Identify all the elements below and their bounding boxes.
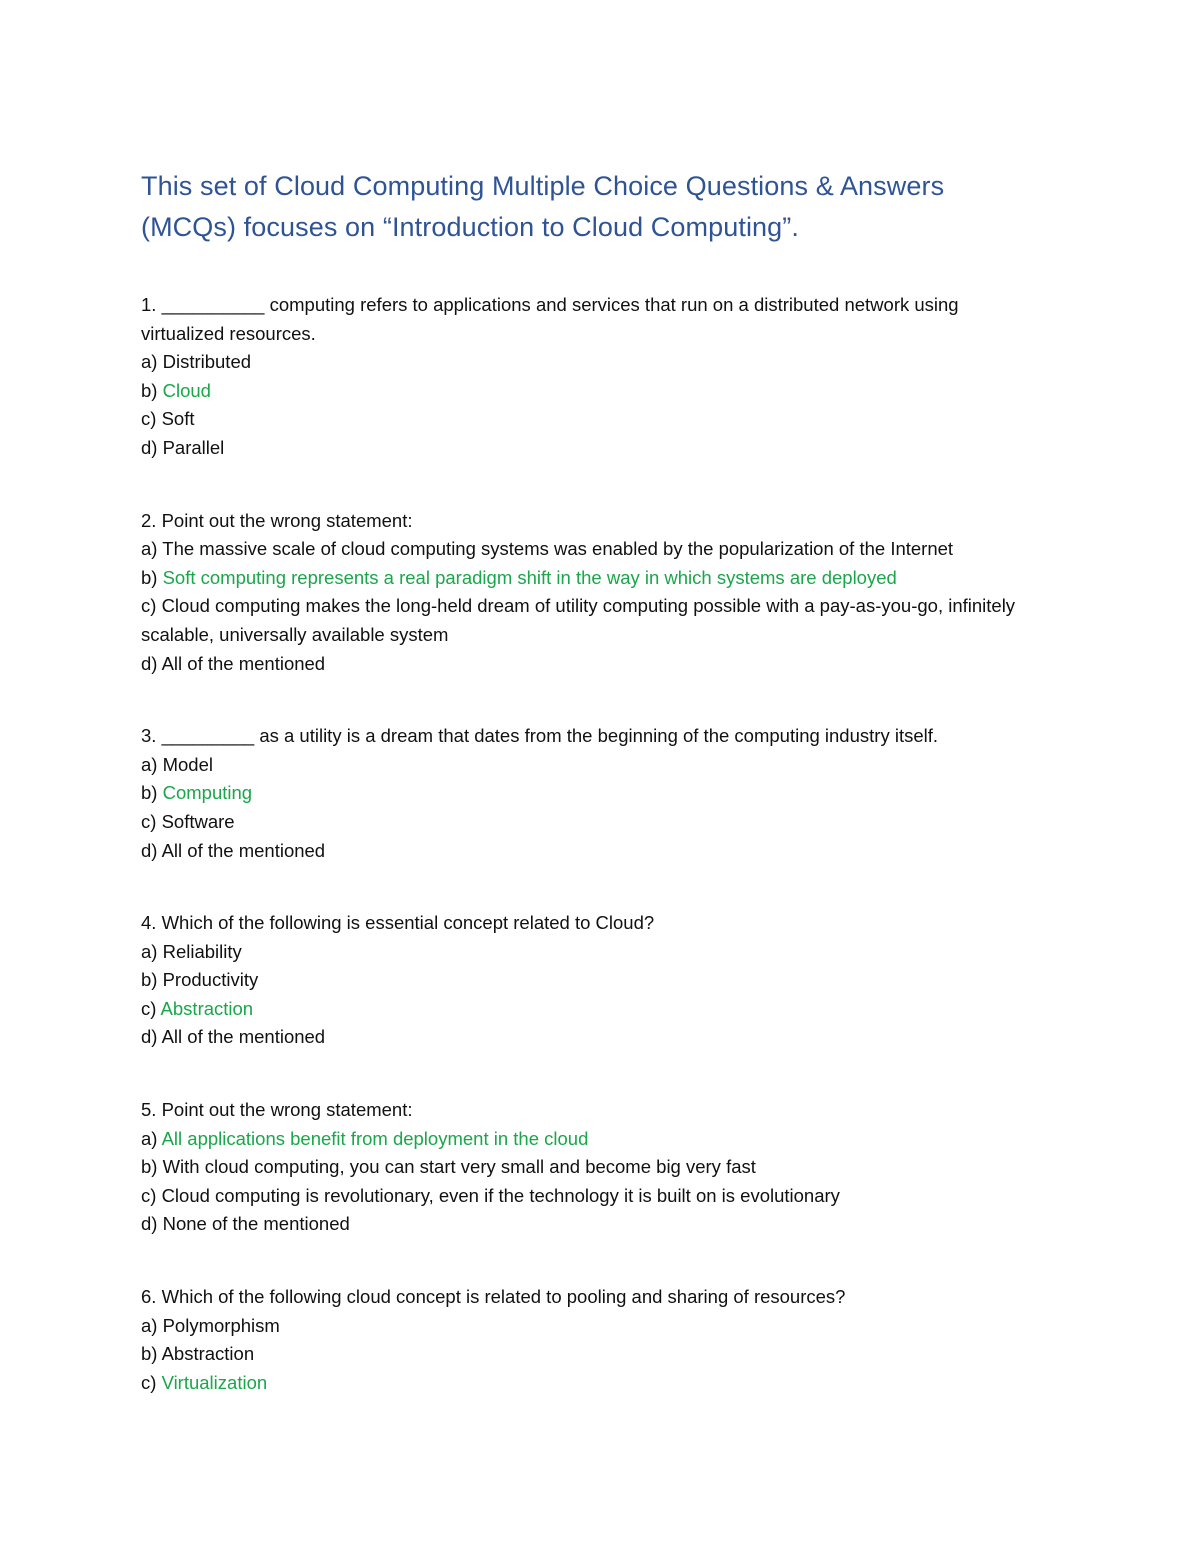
- option-letter: d): [141, 839, 158, 861]
- option-d: [141, 837, 1041, 866]
- question-prompt: Point out the wrong statement:: [161, 509, 413, 531]
- question-text: [141, 1283, 1041, 1312]
- question-number: 5.: [141, 1099, 157, 1121]
- option-letter: b): [141, 379, 158, 401]
- option-letter: c): [141, 408, 157, 430]
- question-5: [141, 1096, 1041, 1239]
- question-prompt: __________ computing refers to applications and services that run on a distributed network using virtualized resources.: [141, 294, 959, 344]
- question-4: [141, 909, 1041, 1052]
- question-number: 3.: [141, 725, 157, 747]
- option-c: [141, 405, 1041, 434]
- option-letter: b): [141, 1343, 158, 1365]
- question-2: [141, 507, 1041, 679]
- option-text: All of the mentioned: [161, 652, 326, 674]
- option-text: Abstraction: [161, 1343, 255, 1365]
- question-text: [141, 507, 1041, 536]
- option-text: Software: [161, 810, 235, 832]
- question-prompt: Which of the following cloud concept is related to pooling and sharing of resources?: [161, 1286, 846, 1308]
- option-letter: b): [141, 566, 158, 588]
- question-text: [141, 1096, 1041, 1125]
- correct-answer-text: All applications benefit from deployment in the cloud: [161, 1127, 589, 1149]
- option-a: [141, 348, 1041, 377]
- option-text: Model: [162, 753, 213, 775]
- option-a: [141, 1312, 1041, 1341]
- correct-answer-text: Virtualization: [161, 1371, 268, 1393]
- correct-answer-text: Soft computing represents a real paradigm shift in the way in which systems are deployed: [162, 566, 897, 588]
- question-prompt: Which of the following is essential concept related to Cloud?: [161, 912, 655, 934]
- question-list: [141, 291, 1041, 1441]
- question-1: [141, 291, 1041, 463]
- option-letter: a): [141, 753, 158, 775]
- option-text: Cloud computing makes the long-held dream of utility computing possible with a pay-as-you-go, infinitely scalable, universally available system: [141, 595, 1016, 645]
- option-text: The massive scale of cloud computing systems was enabled by the popularization of the Internet: [162, 538, 954, 560]
- question-number: 4.: [141, 912, 157, 934]
- option-d: [141, 650, 1041, 679]
- option-b: [141, 1153, 1041, 1182]
- question-3: [141, 722, 1041, 865]
- option-letter: b): [141, 969, 158, 991]
- option-d: [141, 1210, 1041, 1239]
- option-text: Parallel: [162, 436, 225, 458]
- question-prompt: _________ as a utility is a dream that dates from the beginning of the computing industry itself.: [161, 725, 939, 747]
- option-letter: d): [141, 652, 158, 674]
- option-letter: a): [141, 351, 158, 373]
- question-text: [141, 722, 1041, 751]
- option-c: [141, 1182, 1041, 1211]
- option-letter: a): [141, 1314, 158, 1336]
- option-text: Reliability: [162, 940, 242, 962]
- option-text: Cloud computing is revolutionary, even if the technology it is built on is evolutionary: [161, 1184, 840, 1206]
- option-letter: c): [141, 810, 157, 832]
- option-b: [141, 564, 1041, 593]
- option-letter: a): [141, 1127, 158, 1149]
- option-text: Polymorphism: [162, 1314, 280, 1336]
- option-letter: c): [141, 1371, 157, 1393]
- option-text: With cloud computing, you can start very small and become big very fast: [162, 1156, 756, 1178]
- option-text: Soft: [161, 408, 195, 430]
- correct-answer-text: Cloud: [162, 379, 211, 401]
- option-c: [141, 592, 1041, 649]
- option-d: [141, 1023, 1041, 1052]
- option-text: None of the mentioned: [162, 1213, 350, 1235]
- option-c: [141, 995, 1041, 1024]
- option-c: [141, 808, 1041, 837]
- option-c: [141, 1369, 1041, 1398]
- document-title: This set of Cloud Computing Multiple Choice Questions & Answers (MCQs) focuses on “Introduction to Cloud Computing”.: [141, 171, 945, 242]
- option-letter: c): [141, 997, 157, 1019]
- option-text: All of the mentioned: [161, 839, 326, 861]
- option-text: Productivity: [162, 969, 259, 991]
- option-b: [141, 1340, 1041, 1369]
- option-b: [141, 966, 1041, 995]
- option-letter: b): [141, 1156, 158, 1178]
- option-letter: d): [141, 1213, 158, 1235]
- question-number: 2.: [141, 509, 157, 531]
- question-number: 1.: [141, 294, 157, 315]
- option-letter: b): [141, 782, 158, 804]
- option-b: [141, 377, 1041, 406]
- option-letter: d): [141, 1026, 158, 1048]
- correct-answer-text: Computing: [162, 782, 253, 804]
- option-a: [141, 938, 1041, 967]
- option-a: [141, 751, 1041, 780]
- question-6: [141, 1283, 1041, 1397]
- correct-answer-text: Abstraction: [160, 997, 254, 1019]
- option-letter: d): [141, 436, 158, 458]
- option-a: [141, 535, 1041, 564]
- question-prompt: Point out the wrong statement:: [161, 1099, 413, 1121]
- option-text: Distributed: [162, 351, 252, 373]
- option-b: [141, 779, 1041, 808]
- question-text: [141, 291, 1041, 348]
- option-letter: a): [141, 940, 158, 962]
- option-a: [141, 1125, 1041, 1154]
- option-text: All of the mentioned: [161, 1026, 326, 1048]
- question-text: [141, 909, 1041, 938]
- option-letter: c): [141, 595, 157, 617]
- option-letter: c): [141, 1184, 157, 1206]
- question-number: 6.: [141, 1286, 157, 1308]
- option-letter: a): [141, 538, 158, 560]
- option-d: [141, 434, 1041, 463]
